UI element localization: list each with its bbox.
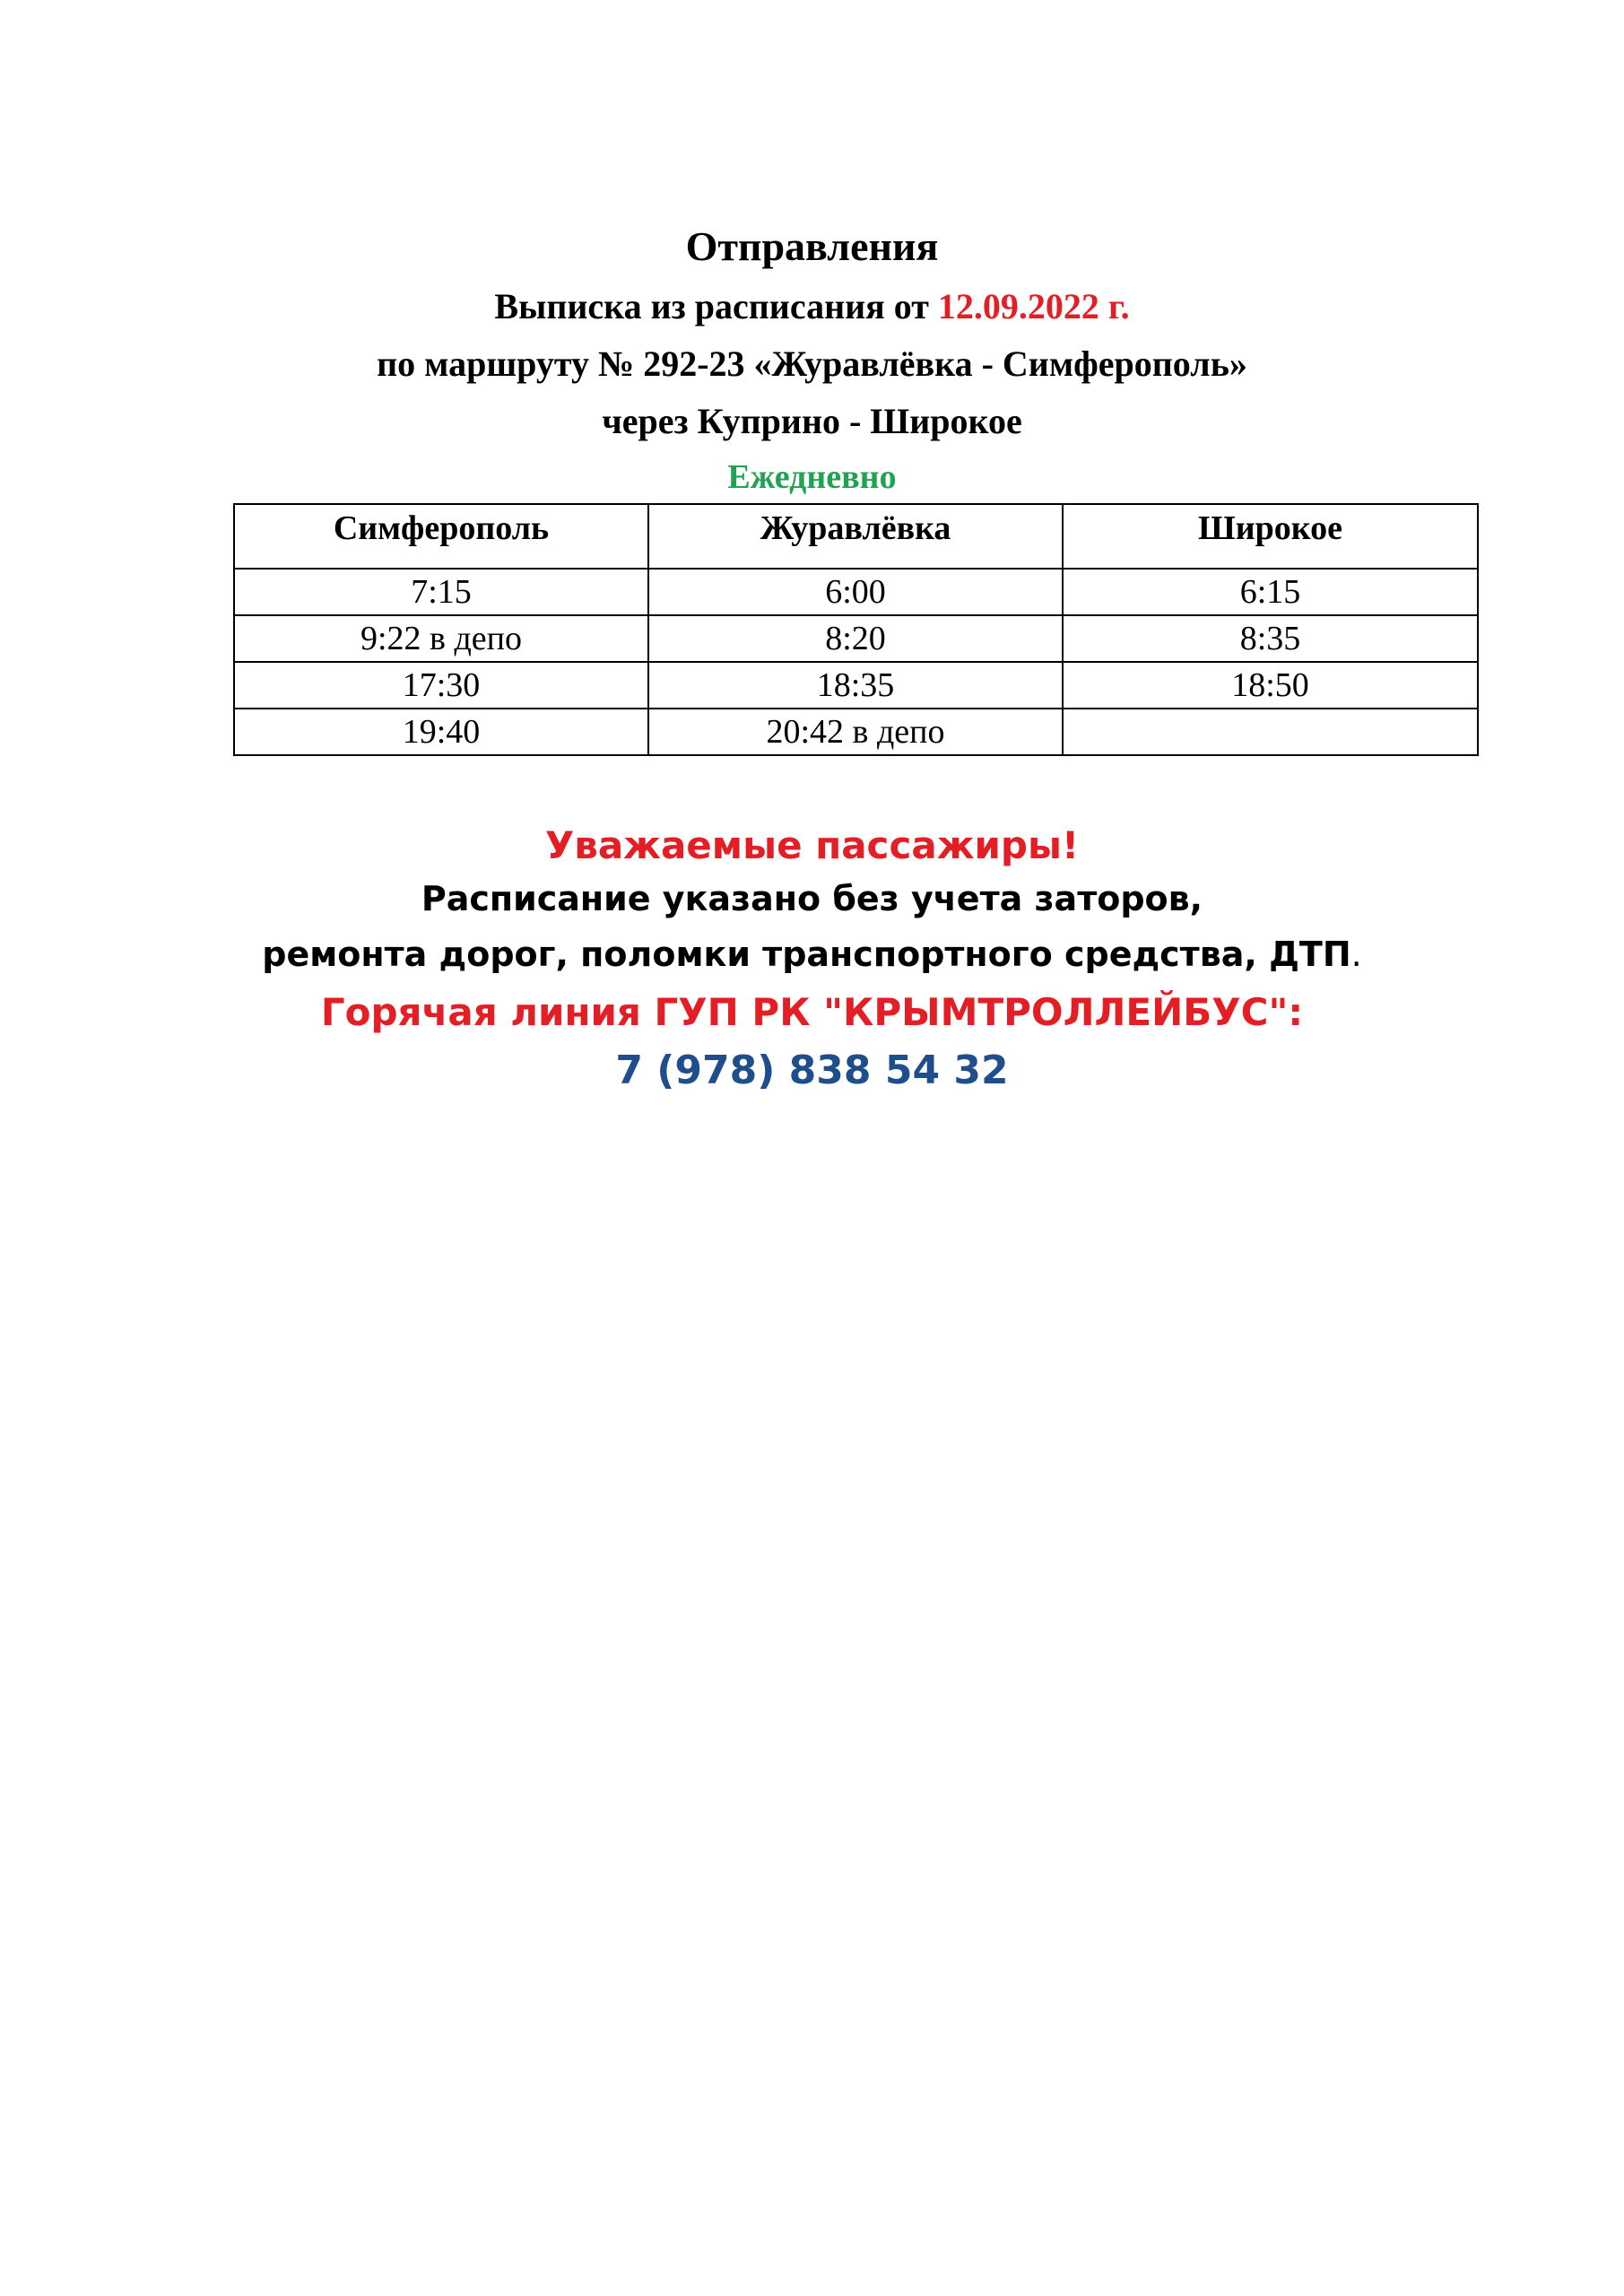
table-cell: [1063, 709, 1478, 755]
column-header-shirokoe: Широкое: [1063, 504, 1478, 569]
notice-text-line-2-main: ремонта дорог, поломки транспортного средства, ДТП: [262, 935, 1351, 974]
table-cell: 18:50: [1063, 662, 1478, 709]
column-header-zhuravlevka: Журавлёвка: [648, 504, 1063, 569]
table-cell: 6:15: [1063, 569, 1478, 615]
table-cell: 6:00: [648, 569, 1063, 615]
table-cell: 9:22 в депо: [234, 615, 648, 662]
page-title: Отправления: [685, 223, 939, 269]
table-header-row: [234, 504, 1478, 569]
table-cell: 7:15: [234, 569, 648, 615]
table-cell: 20:42 в депо: [648, 709, 1063, 755]
via-line: через Куприно - Широкое: [602, 401, 1022, 441]
hotline-label: Горячая линия ГУП РК "КРЫМТРОЛЛЕЙБУС":: [320, 990, 1304, 1034]
schedule-subtitle: [0, 285, 1624, 327]
notice-text-line-1: Расписание указано без учета заторов,: [421, 879, 1203, 918]
table-row: [234, 662, 1478, 709]
table-row: [234, 569, 1478, 615]
notice-text-line-2-period: .: [1350, 935, 1362, 974]
notice-title: Уважаемые пассажиры!: [544, 823, 1080, 867]
table-row: [234, 709, 1478, 755]
notice-text-line-2: [0, 935, 1624, 974]
hotline-phone: 7 (978) 838 54 32: [615, 1048, 1009, 1093]
table-cell: 17:30: [234, 662, 648, 709]
table-cell: 8:20: [648, 615, 1063, 662]
schedule-table: [233, 503, 1479, 756]
subtitle-prefix: Выписка из расписания от: [494, 286, 938, 326]
table-cell: 18:35: [648, 662, 1063, 709]
column-header-simferopol: Симферополь: [234, 504, 648, 569]
frequency-label: Ежедневно: [727, 458, 897, 496]
table-cell: 19:40: [234, 709, 648, 755]
route-line: по маршруту № 292-23 «Журавлёвка - Симферополь»: [377, 344, 1247, 384]
subtitle-date: 12.09.2022 г.: [937, 286, 1130, 326]
table-cell: 8:35: [1063, 615, 1478, 662]
table-row: [234, 615, 1478, 662]
